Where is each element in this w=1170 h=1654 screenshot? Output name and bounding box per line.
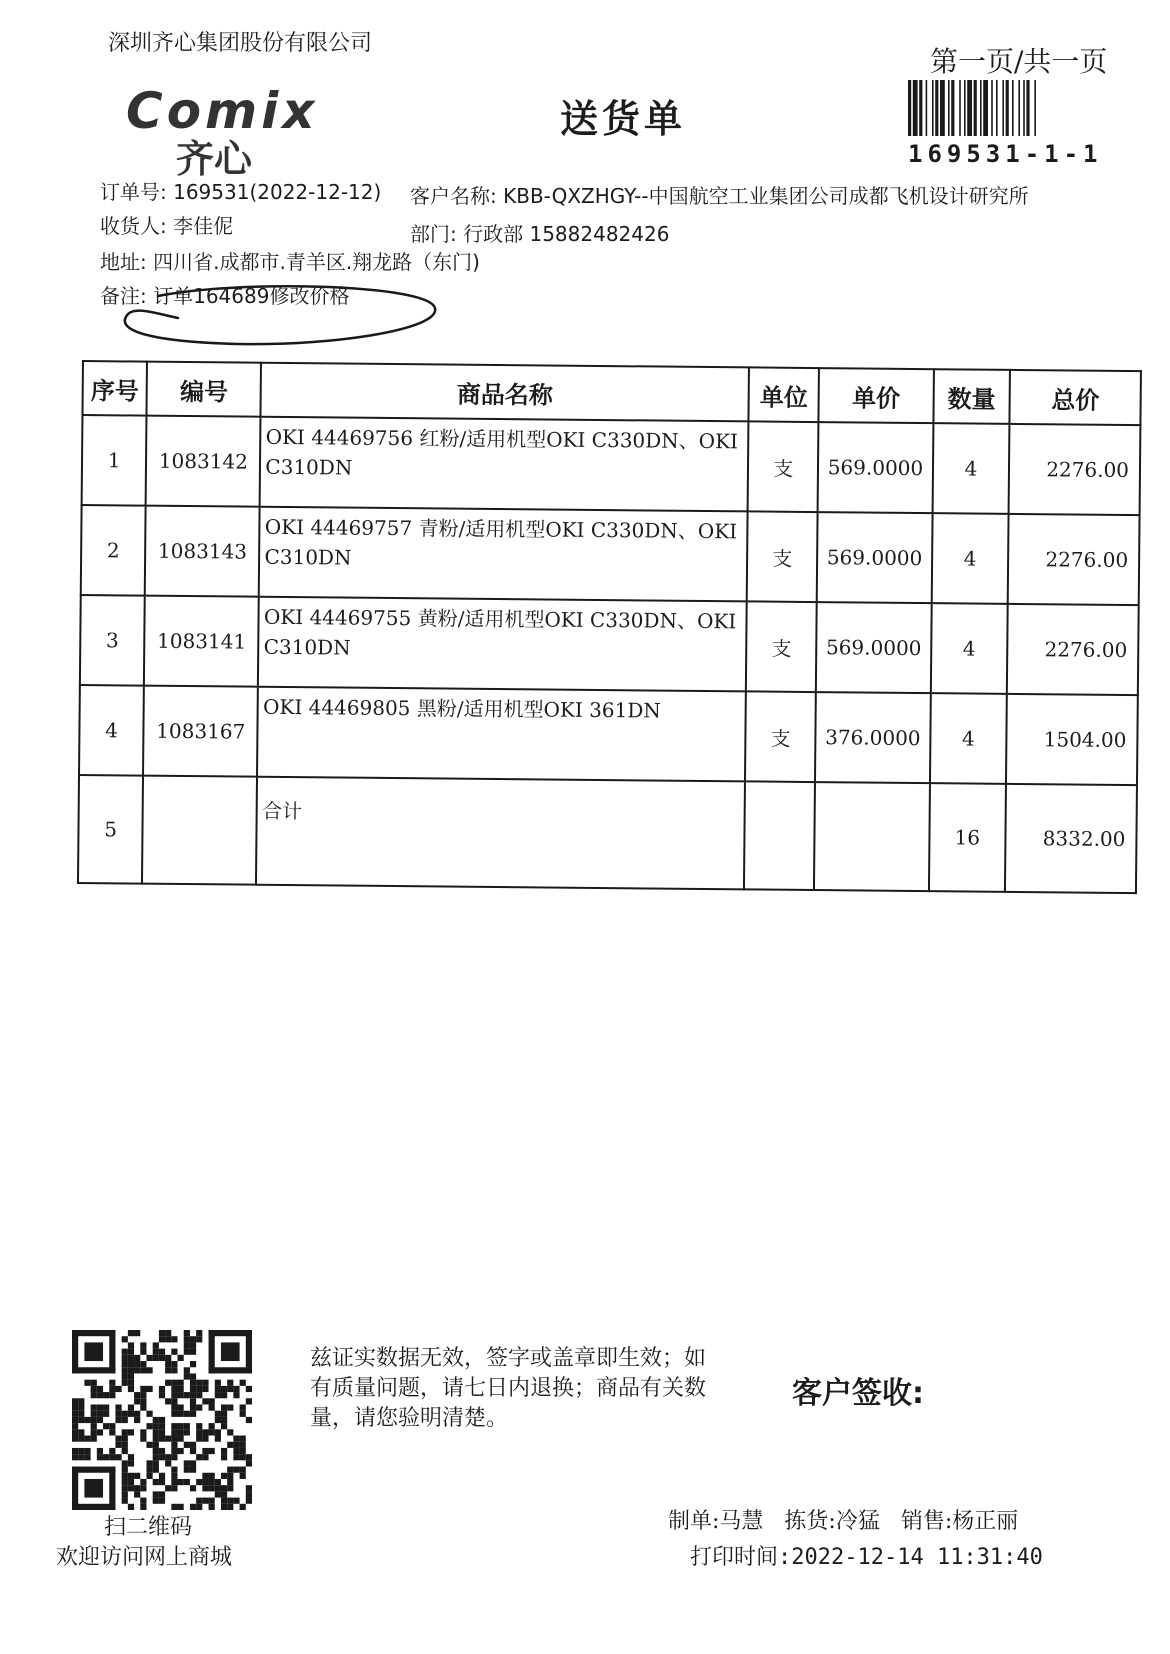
qr-caption-visit-store: 欢迎访问网上商城	[56, 1545, 233, 1570]
print-time-value: 2022-12-14 11:31:40	[791, 1545, 1043, 1570]
disclaimer-text: 兹证实数据无效，签字或盖章即生效；如有质量问题，请七日内退换；商品有关数量，请您验明清楚。	[310, 1346, 707, 1431]
customer-field	[410, 180, 1029, 209]
receiver-label: 收货人:	[100, 214, 167, 238]
cell-total-price: 1504.00	[1006, 694, 1138, 785]
order-number-field	[100, 176, 381, 205]
cell-unit: 支	[745, 691, 816, 782]
cell-total-price: 2276.00	[1008, 514, 1140, 605]
table-total-row	[78, 775, 1137, 893]
document-title: 送货单	[560, 97, 687, 141]
order-number-value: 169531(2022-12-12)	[173, 180, 382, 204]
items-table	[77, 360, 1142, 894]
cell-code-empty	[142, 776, 257, 885]
company-name: 深圳齐心集团股份有限公司	[108, 31, 373, 56]
cell-code: 1083142	[146, 416, 261, 507]
cell-product-name: OKI 44469757 青粉/适用机型OKI C330DN、OKI C310DN	[259, 507, 747, 602]
customer-signature-label: 客户签收:	[792, 1376, 924, 1411]
header-seq: 序号	[82, 361, 147, 416]
cell-product-name: OKI 44469805 黑粉/适用机型OKI 361DN	[257, 687, 745, 782]
logo-cjk-text: 齐心	[176, 137, 253, 181]
department-label: 部门:	[410, 222, 457, 246]
print-time-label: 打印时间:	[690, 1545, 792, 1570]
cell-unit: 支	[747, 421, 818, 512]
header-quantity: 数量	[933, 369, 1010, 424]
address-value: 四川省.成都市.青羊区.翔龙路（东门)	[153, 250, 480, 274]
qr-caption-scan: 扫二维码	[104, 1515, 193, 1540]
comix-logo	[126, 82, 356, 181]
sales-value: 杨正丽	[952, 1509, 1019, 1534]
cell-code: 1083143	[145, 506, 260, 597]
cell-total-price: 2276.00	[1009, 424, 1141, 515]
cell-seq: 2	[81, 505, 146, 596]
header-code: 编号	[147, 362, 262, 417]
cell-seq: 4	[79, 685, 144, 776]
table-row	[79, 685, 1138, 785]
header-total-price: 总价	[1010, 370, 1141, 425]
handwritten-circle-mark	[118, 284, 440, 348]
barcode-number: 169531-1-1	[908, 140, 1103, 168]
qr-code-icon	[72, 1330, 252, 1510]
cell-code: 1083167	[143, 686, 258, 777]
address-label: 地址:	[100, 250, 147, 274]
page-indicator: 第一页/共一页	[930, 45, 1108, 78]
cell-total-price: 2276.00	[1007, 604, 1139, 695]
header-unit: 单位	[748, 367, 819, 422]
maker-value: 马慧	[719, 1509, 764, 1534]
cell-unit-price: 376.0000	[815, 692, 930, 783]
cell-grand-total: 8332.00	[1005, 784, 1137, 893]
cell-seq: 3	[80, 595, 145, 686]
receiver-value: 李佳伲	[173, 214, 234, 238]
customer-label: 客户名称:	[410, 184, 497, 208]
cell-price-empty	[814, 782, 929, 891]
sales-label: 销售:	[900, 1509, 953, 1534]
cell-unit: 支	[746, 601, 817, 692]
print-time-line	[690, 1540, 1043, 1571]
cell-unit-price: 569.0000	[816, 602, 931, 693]
table-row	[80, 595, 1139, 695]
logo-latin-text: Comix	[126, 82, 319, 140]
cell-quantity: 4	[930, 603, 1008, 694]
header-product-name: 商品名称	[261, 363, 749, 422]
cell-total-quantity: 16	[928, 783, 1006, 892]
items-table-wrapper	[77, 360, 1142, 894]
cell-quantity: 4	[932, 423, 1010, 514]
cell-unit-price: 569.0000	[817, 512, 932, 603]
department-value: 行政部 15882482426	[463, 222, 670, 246]
cell-unit-price: 569.0000	[818, 422, 933, 513]
cell-product-name: OKI 44469756 红粉/适用机型OKI C330DN、OKI C310DN	[260, 417, 748, 512]
picker-label: 拣货:	[784, 1509, 836, 1534]
picker-value: 冷猛	[835, 1509, 880, 1534]
maker-label: 制单:	[668, 1509, 720, 1534]
staff-line	[668, 1504, 1018, 1535]
cell-seq: 5	[78, 775, 143, 884]
remark-label: 备注:	[100, 284, 147, 308]
table-row	[82, 415, 1141, 515]
cell-total-label: 合计	[256, 777, 745, 890]
customer-value: KBB-QXZHGY--中国航空工业集团公司成都飞机设计研究所	[503, 184, 1029, 208]
barcode-icon	[908, 80, 1114, 136]
cell-code: 1083141	[144, 596, 259, 687]
receiver-field	[100, 210, 233, 239]
header-unit-price: 单价	[819, 368, 934, 423]
remark-value: 订单164689修改价格	[153, 284, 350, 308]
cell-seq: 1	[82, 415, 147, 506]
cell-quantity: 4	[931, 513, 1009, 604]
cell-unit: 支	[747, 511, 818, 602]
order-number-label: 订单号:	[100, 180, 167, 204]
department-field	[410, 218, 669, 247]
table-row	[81, 505, 1140, 605]
cell-product-name: OKI 44469755 黄粉/适用机型OKI C330DN、OKI C310DN	[258, 597, 746, 692]
address-field	[100, 246, 480, 275]
cell-unit-empty	[744, 781, 816, 890]
cell-quantity: 4	[929, 693, 1007, 784]
